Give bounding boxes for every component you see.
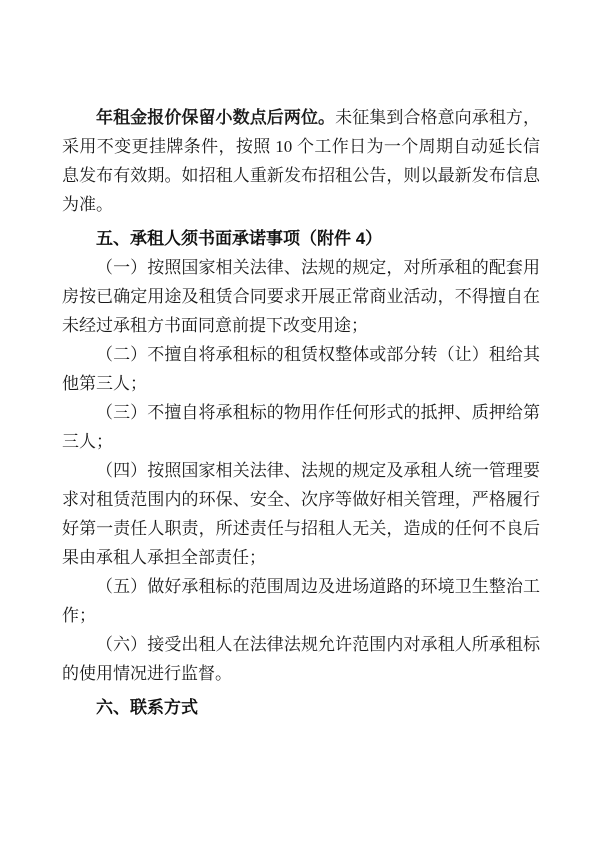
section5-item-1: （一）按照国家相关法律、法规的规定，对所承租的配套用房按已确定用途及租赁合同要求开展正常商业活动，不得擅自在未经过承租方书面同意前提下改变用途； — [62, 258, 540, 335]
intro-paragraph-text: 未征集到合格意向承租方，采用不变更挂牌条件，按照 10 个工作日为一个周期自动延长信息发布有效期。如招租人重新发布招租公告，则以最新发布信息为准。 — [62, 108, 541, 214]
section-heading-5: 五、承租人须书面承诺事项（附件 4） — [96, 229, 383, 248]
section5-item-4: （四）按照国家相关法律、法规的规定及承租人统一管理要求对租赁范围内的环保、安全、次序等做好相关管理，严格履行好第一责任人职责，所述责任与招租人无关，造成的任何不良后果由承租人承担全部责任； — [62, 461, 540, 567]
section5-item-6: （六）接受出租人在法律法规允许范围内对承租人所承租标的使用情况进行监督。 — [62, 635, 540, 683]
section5-item-3: （三）不擅自将承租标的物用作任何形式的抵押、质押给第三人； — [62, 403, 540, 451]
intro-paragraph — [62, 103, 540, 219]
section5-item-5: （五）做好承租标的范围周边及进场道路的环境卫生整治工作； — [62, 577, 540, 625]
section-heading-6: 六、联系方式 — [96, 698, 198, 717]
section5-item-2: （二）不擅自将承租标的租赁权整体或部分转（让）租给其他第三人； — [62, 345, 540, 393]
intro-paragraph-bold-lead: 年租金报价保留小数点后两位。 — [96, 108, 336, 127]
